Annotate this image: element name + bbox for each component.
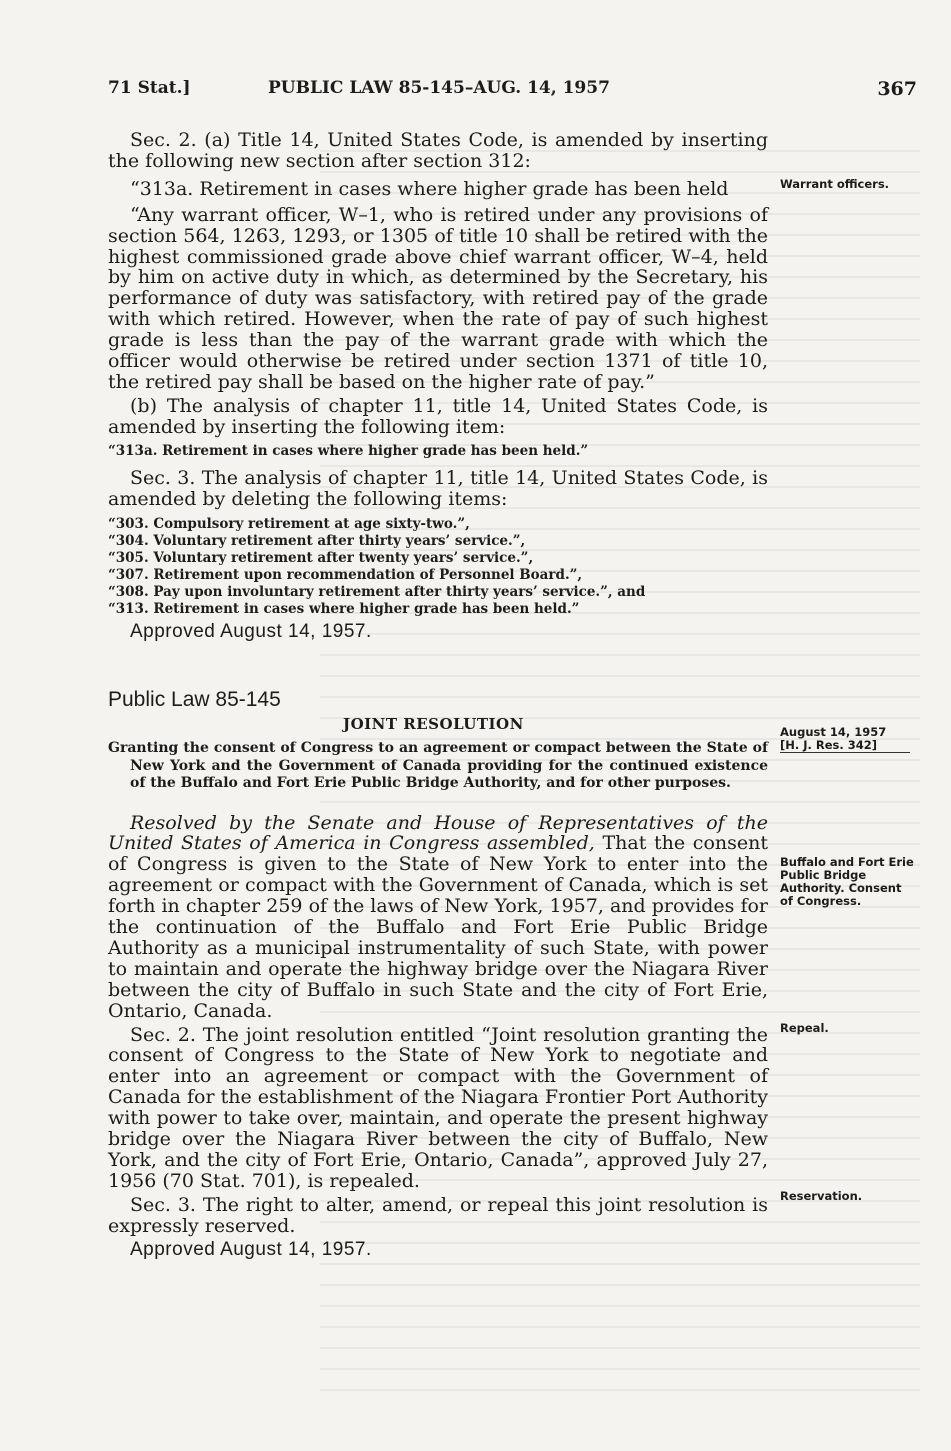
deleted-item: “305. Voluntary retirement after twenty years’ service.”, bbox=[108, 549, 534, 566]
enacting-clause-italic: Resolved by the Senate and House of Representatives of the United States of America in Congress assembled, bbox=[108, 811, 768, 855]
deleted-item: “307. Retirement upon recommendation of Personnel Board.”, bbox=[108, 566, 583, 583]
section-2b: (b) The analysis of chapter 11, title 14, United States Code, is amended by inserting the following item: bbox=[108, 394, 768, 438]
enacting-clause-text: That the consent of Congress is given to the State of New York to enter into the agreement or compact with the Government of Canada, which is set forth in chapter 259 of the laws of New York, 1957, and provides for the continuation of the Buffalo and Fort Erie Public Bridge Authority as a municipal instrumentality of such State, with power to maintain and operate the highway bridge over the Niagara River between the city of Buffalo in such State and the city of Fort Erie, Ontario, Canada. bbox=[108, 832, 768, 1022]
volume-reference: 71 Stat.] bbox=[108, 78, 191, 98]
deleted-items-list bbox=[108, 516, 768, 618]
margin-note-resolution-number: [H. J. Res. 342] bbox=[780, 738, 878, 752]
part-two-body bbox=[108, 740, 768, 1261]
joint-resolution-heading: JOINT RESOLUTION bbox=[343, 715, 524, 733]
margin-note-date-line: August 14, 1957 bbox=[780, 725, 887, 739]
page-number: 367 bbox=[877, 78, 917, 100]
margin-note-bridge: Buffalo and Fort Erie Public Bridge Authority. Consent of Congress. bbox=[780, 855, 914, 908]
inserted-item: “313a. Retirement in cases where higher grade has been held.” bbox=[108, 442, 589, 459]
resolution-summary: Granting the consent of Congress to an agreement or compact between the State of New York and the Government of Canada providing for the continued existence of the Buffalo and Fort Erie Public Bridge Authority, and for other purposes. bbox=[108, 740, 768, 791]
deleted-item: “304. Voluntary retirement after thirty years’ service.”, bbox=[108, 532, 526, 549]
approved-date-2: Approved August 14, 1957. bbox=[130, 1238, 372, 1260]
margin-note-reservation: Reservation. bbox=[780, 1189, 863, 1203]
section-3-reservation: Sec. 3. The right to alter, amend, or repeal this joint resolution is expressly reserved. bbox=[108, 1193, 768, 1237]
margin-note-date bbox=[780, 726, 920, 752]
section-2-repeal: Sec. 2. The joint resolution entitled “Joint resolution granting the consent of Congress to the State of New York to negotiate and enter into an agreement or compact with the Government of Canada for the establishment of the Niagara Frontier Port Authority with power to take over, maintain, and operate the present highway bridge over the Niagara River between the city of Buffalo, New York, and the city of Fort Erie, Ontario, Canada”, approved July 27, 1956 (70 Stat. 701), is repealed. bbox=[108, 1023, 768, 1192]
section-313a-heading: “313a. Retirement in cases where higher grade has been held bbox=[130, 177, 729, 200]
approved-date: Approved August 14, 1957. bbox=[130, 620, 372, 642]
enacting-clause bbox=[108, 813, 768, 1022]
part-one-body bbox=[108, 130, 768, 642]
margin-note-warrant: Warrant officers. bbox=[780, 177, 890, 191]
public-law-title: Public Law 85-145 bbox=[108, 688, 281, 711]
section-3: Sec. 3. The analysis of chapter 11, title 14, United States Code, is amended by deleting the following items: bbox=[108, 466, 768, 510]
margin-note-repeal: Repeal. bbox=[780, 1021, 829, 1035]
margin-rule bbox=[780, 752, 910, 753]
deleted-item: “313. Retirement in cases where higher grade has been held.” bbox=[108, 600, 580, 617]
deleted-item: “308. Pay upon involuntary retirement after thirty years’ service.”, and bbox=[108, 583, 646, 600]
running-head: PUBLIC LAW 85-145–AUG. 14, 1957 bbox=[268, 78, 610, 98]
deleted-item: “303. Compulsory retirement at age sixty-two.”, bbox=[108, 515, 470, 532]
section-313a-text: “Any warrant officer, W–1, who is retired under any provisions of section 564, 1263, 1293, or 1305 of title 10 shall be retired with the highest commissioned grade above chief warrant officer, W–4, held by him on active duty in which, as determined by the Secretary, his performance of duty was satisfactory, with retired pay of the grade with which retired. However, when the rate of pay of such highest grade is less than the pay of the warrant grade with which the officer would otherwise be retired under section 1371 of title 10, the retired pay shall be based on the higher rate of pay.” bbox=[108, 203, 768, 393]
section-2a: Sec. 2. (a) Title 14, United States Code, is amended by inserting the following new section after section 312: bbox=[108, 129, 768, 172]
